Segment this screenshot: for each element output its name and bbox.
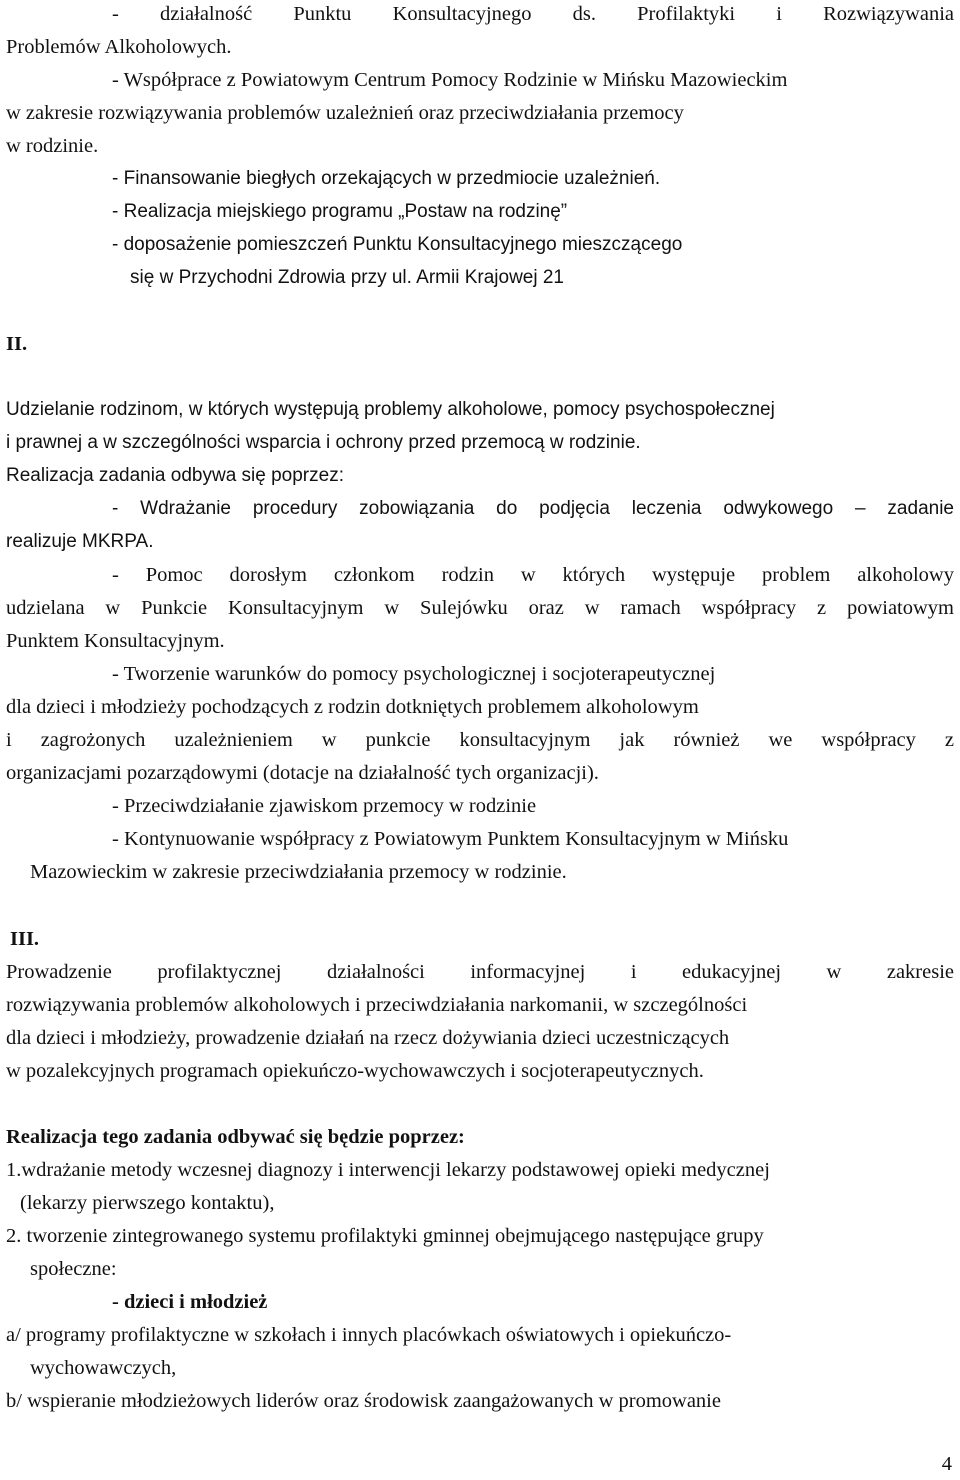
text-line: - Pomoc dorosłym członkom rodzin w których występuje problem alkoholowy <box>112 564 954 586</box>
text-line: Mazowieckim w zakresie przeciwdziałania przemocy w rodzinie. <box>30 861 567 883</box>
list-item: społeczne: <box>30 1258 117 1280</box>
section-heading: III. <box>10 928 40 950</box>
text-line: Punktem Konsultacyjnym. <box>6 630 225 652</box>
text-line: udzielana w Punkcie Konsultacyjnym w Sulejówku oraz w ramach współpracy z powiatowym <box>6 597 954 619</box>
list-item: b/ wspieranie młodzieżowych liderów oraz środowisk zaangażowanych w promowanie <box>6 1390 721 1412</box>
text-line: i prawnej a w szczególności wsparcia i ochrony przed przemocą w rodzinie. <box>6 432 641 453</box>
page-number: 4 <box>941 1453 952 1475</box>
text-line: - Współprace z Powiatowym Centrum Pomocy Rodzinie w Mińsku Mazowieckim <box>112 69 788 91</box>
text-line: w zakresie rozwiązywania problemów uzależnień oraz przeciwdziałania przemocy <box>6 102 684 124</box>
list-item: a/ programy profilaktyczne w szkołach i innych placówkach oświatowych i opiekuńczo- <box>6 1324 732 1346</box>
text-line: rozwiązywania problemów alkoholowych i przeciwdziałania narkomanii, w szczególności <box>6 994 748 1016</box>
text-line: - Przeciwdziałanie zjawiskom przemocy w rodzinie <box>112 795 537 817</box>
text-line: w rodzinie. <box>6 135 99 157</box>
text-line: Problemów Alkoholowych. <box>6 36 232 58</box>
text-line: - doposażenie pomieszczeń Punktu Konsultacyjnego mieszczącego <box>112 234 683 255</box>
text-line: Prowadzenie profilaktycznej działalności informacyjnej i edukacyjnej w zakresie <box>6 961 954 983</box>
text-line: - Realizacja miejskiego programu „Postaw na rodzinę” <box>112 201 568 222</box>
text-line: - Wdrażanie procedury zobowiązania do podjęcia leczenia odwykowego – zadanie <box>112 498 954 519</box>
text-line: Realizacja zadania odbywa się poprzez: <box>6 465 344 486</box>
text-line: organizacjami pozarządowymi (dotacje na działalność tych organizacji). <box>6 762 599 784</box>
text-line: - Finansowanie biegłych orzekających w przedmiocie uzależnień. <box>112 168 661 189</box>
text-line: w pozalekcyjnych programach opiekuńczo-wychowawczych i socjoterapeutycznych. <box>6 1060 704 1082</box>
list-item: 2. tworzenie zintegrowanego systemu profilaktyki gminnej obejmującego następujące grupy <box>6 1225 764 1247</box>
section-heading: II. <box>6 333 28 355</box>
subheading: Realizacja tego zadania odbywać się będzie poprzez: <box>6 1126 465 1148</box>
text-line: - działalność Punktu Konsultacyjnego ds. Profilaktyki i Rozwiązywania <box>112 3 954 25</box>
text-line: i zagrożonych uzależnieniem w punkcie konsultacyjnym jak również we współpracy z <box>6 729 954 751</box>
list-item: 1.wdrażanie metody wczesnej diagnozy i interwencji lekarzy podstawowej opieki medycznej <box>6 1159 770 1181</box>
text-line: Udzielanie rodzinom, w których występują problemy alkoholowe, pomocy psychospołecznej <box>6 399 775 420</box>
text-line: - Tworzenie warunków do pomocy psychologicznej i socjoterapeutycznej <box>112 663 716 685</box>
text-line: się w Przychodni Zdrowia przy ul. Armii Krajowej 21 <box>130 267 564 288</box>
text-line: dla dzieci i młodzieży, prowadzenie działań na rzecz dożywiania dzieci uczestniczących <box>6 1027 730 1049</box>
text-line: - Kontynuowanie współpracy z Powiatowym Punktem Konsultacyjnym w Mińsku <box>112 828 789 850</box>
list-item: - dzieci i młodzież <box>112 1291 268 1313</box>
text-line: dla dzieci i młodzieży pochodzących z rodzin dotkniętych problemem alkoholowym <box>6 696 699 718</box>
list-item: (lekarzy pierwszego kontaktu), <box>20 1192 275 1214</box>
text-line: realizuje MKRPA. <box>6 531 154 552</box>
list-item: wychowawczych, <box>30 1357 177 1379</box>
